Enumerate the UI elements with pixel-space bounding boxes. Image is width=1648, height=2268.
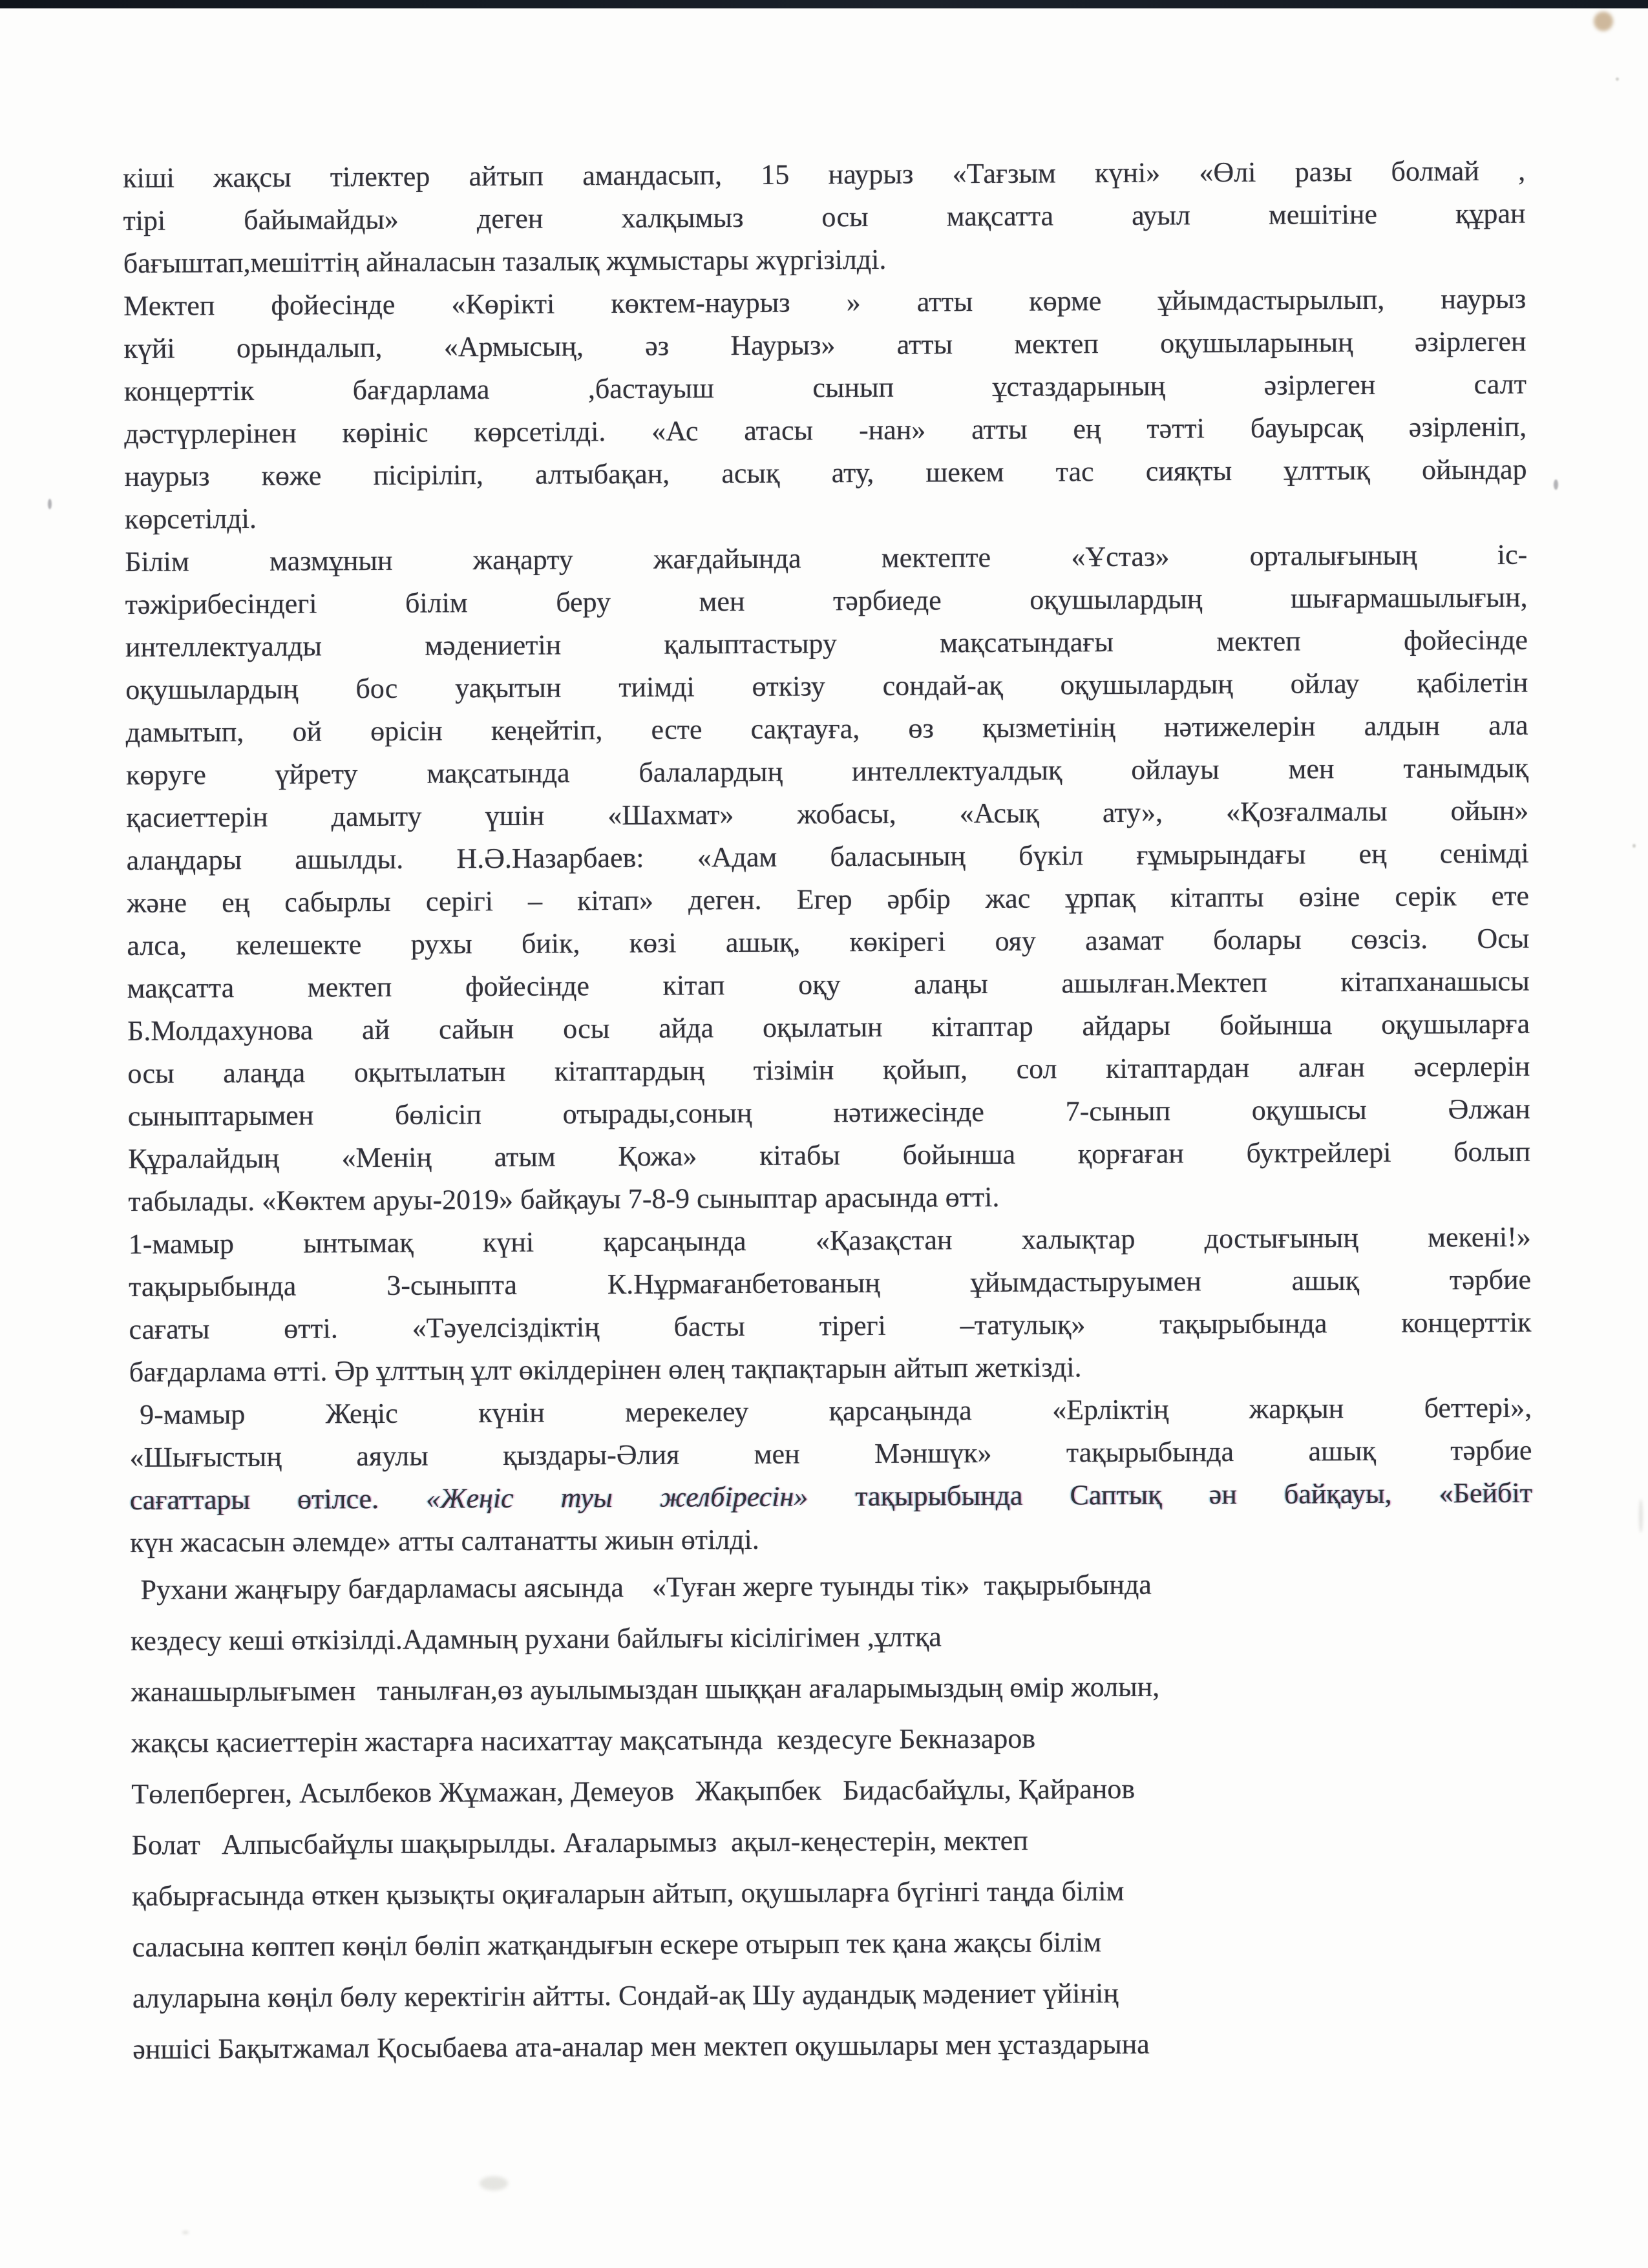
text-line: Б.Молдахунова ай сайын осы айда оқылатын кітаптар айдары бойынша оқушыларға <box>127 1007 1530 1047</box>
text-segment: сағаттары өтілсе. <box>129 1482 427 1516</box>
text-line: жақсы қасиеттерін жастарға насихаттау мақсатында кездесуге Бекназаров <box>131 1722 1036 1759</box>
text-line: осы алаңда оқытылатын кітаптардың тізімін қойып, сол кітаптардан алған әсерлерін <box>127 1050 1530 1089</box>
text-line: кіші жақсы тілектер айтып амандасып, 15 наурыз «Тағзым күні» «Өлі разы болмай , <box>123 154 1526 194</box>
scan-speck <box>1639 1499 1643 1533</box>
text-line: кездесу кеші өткізілді.Адамның рухани байлығы кісілігімен ,ұлтқа <box>130 1621 942 1657</box>
text-line: дамытып, ой өрісін кеңейтіп, есте сақтауға, өз қызметінің нәтижелерін алдын ала <box>125 709 1528 748</box>
text-line: және ең сабырлы серігі – кітап» деген. Егер әрбір жас ұрпақ кітапты өзіне серік ете <box>126 879 1530 919</box>
text-line: көруге үйрету мақсатында балалардың интеллектуалдық ойлауы мен танымдық <box>125 751 1529 791</box>
document-text <box>123 150 1536 2075</box>
text-line: алаңдары ашылды. Н.Ә.Назарбаев: «Адам баласының бүкіл ғұмырындағы ең сенімді <box>126 837 1529 876</box>
text-line: Төлепберген, Асылбеков Жұмажан, Демеуов Жақыпбек Бидасбайұлы, Қайранов <box>131 1772 1136 1810</box>
text-line: мақсатта мектеп фойесінде кітап оқу алаңы ашылған.Мектеп кітапханашысы <box>127 965 1530 1004</box>
italic-text-segment: «Жеңіс туы желбіресін» <box>426 1480 808 1515</box>
paragraph-block-tight <box>123 150 1532 1564</box>
scan-speck <box>1554 479 1558 490</box>
text-line: көрсетілді. <box>124 502 257 535</box>
text-line: бағдарлама өтті. Әр ұлттың ұлт өкілдерінен өлең тақпақтарын айтып жеткізді. <box>129 1351 1082 1388</box>
text-line: күйі орындалып, «Армысың, әз Наурыз» атты мектеп оқушыларының әзірлеген <box>123 325 1527 364</box>
scan-speck <box>1616 78 1619 81</box>
text-line: алуларына көңіл бөлу керектігін айтты. Сондай-ақ Шу аудандық мәдениет үйінің <box>132 1977 1119 2014</box>
text-line: жанашырлығымен танылған,өз ауылымыздан шыққан ағаларымыздың өмір жолын, <box>131 1670 1160 1708</box>
text-line: 9-мамыр Жеңіс күнін мерекелеу қарсаңында «Ерліктің жарқын беттері», <box>140 1391 1532 1431</box>
text-line: Мектеп фойесінде «Көрікті көктем-наурыз » атты көрме ұйымдастырылып, наурыз <box>123 282 1527 322</box>
text-line: интеллектуалды мәдениетін қалыптастыру мақсатындағы мектеп фойесінде <box>125 624 1528 663</box>
text-segment: тақырыбында Саптық ән байқауы, «Бейбіт <box>808 1476 1532 1513</box>
text-line: сағаты өтті. «Тәуелсіздіктің басты тірегі –татулық» тақырыбында концерттік <box>129 1306 1532 1345</box>
text-line: тәжірибесіндегі білім беру мен тәрбиеде оқушылардың шығармашылығын, <box>125 581 1528 620</box>
text-line: концерттік бағдарлама ,бастауыш сынып ұстаздарының әзірлеген салт <box>123 368 1527 407</box>
text-line: «Шығыстың аяулы қыздары-Әлия мен Мәншүк» тақырыбында ашық тәрбие <box>129 1434 1532 1473</box>
text-line: қабырғасында өткен қызықты оқиғаларын айтып, оқушыларға бүгінгі таңда білім <box>131 1874 1125 1912</box>
text-line: бағыштап,мешіттің айналасын тазалық жұмыстары жүргізілді. <box>123 243 887 279</box>
text-line: саласына көптеп көңіл бөліп жатқандығын ескере отырып тек қана жақсы білім <box>132 1926 1102 1963</box>
text-line: тірі байымайды» деген халқымыз осы мақсатта ауыл мешітіне құран <box>123 197 1526 236</box>
paragraph-block-loose <box>130 1557 1535 2075</box>
scanner-edge-artifact <box>0 0 1648 8</box>
text-line: Рухани жаңғыру бағдарламасы аясында «Туған жерге туынды тік» тақырыбында <box>140 1568 1152 1606</box>
text-line: әншісі Бақытжамал Қосыбаева ата-аналар мен мектеп оқушылары мен ұстаздарына <box>132 2028 1150 2065</box>
text-line <box>130 1472 1532 1522</box>
text-line: оқушылардың бос уақытын тиімді өткізу сондай-ақ оқушылардың ойлау қабілетін <box>125 666 1528 706</box>
text-line: қасиеттерін дамыту үшін «Шахмат» жобасы, «Асық ату», «Қозғалмалы ойын» <box>126 794 1529 834</box>
text-line: сыныптарымен бөлісіп отырады,соның нәтижесінде 7-сынып оқушысы Әлжан <box>127 1093 1530 1132</box>
scan-speck <box>182 2231 189 2234</box>
text-line: дәстүрлерінен көрініс көрсетілді. «Ас атасы -нан» атты ең тәтті бауырсақ әзірленіп, <box>124 410 1527 450</box>
text-line: Білім мазмұнын жаңарту жағдайында мектепте «Ұстаз» орталығының іс- <box>125 538 1528 578</box>
text-line: күн жасасын әлемде» атты салтанатты жиын өтілді. <box>130 1523 759 1559</box>
scan-speck <box>48 499 52 509</box>
text-line: тақырыбында 3-сыныпта К.Нұрмағанбетованың ұйымдастыруымен ашық тәрбие <box>129 1263 1532 1303</box>
text-line: табылады. «Көктем аруы-2019» байқауы 7-8-9 сыныптар арасында өтті. <box>128 1181 1000 1217</box>
scan-speck <box>1594 12 1613 31</box>
scan-speck <box>1632 844 1636 848</box>
text-line: алса, келешекте рухы биік, көзі ашық, көкірегі ояу азамат болары сөзсіз. Осы <box>127 922 1530 961</box>
text-line: Болат Алпысбайұлы шақырылды. Ағаларымыз ақыл-кеңестерін, мектеп <box>131 1824 1028 1861</box>
text-line: наурыз көже пісіріліп, алтыбақан, асық ату, шекем тас сияқты ұлттық ойындар <box>124 453 1527 492</box>
text-line: 1-мамыр ынтымақ күні қарсаңында «Қазақстан халықтар достығының мекені!» <box>128 1221 1531 1260</box>
scan-speck <box>480 2176 508 2190</box>
text-line: Құралайдың «Менің атым Қожа» кітабы бойынша қорғаған буктрейлері болып <box>127 1135 1531 1175</box>
